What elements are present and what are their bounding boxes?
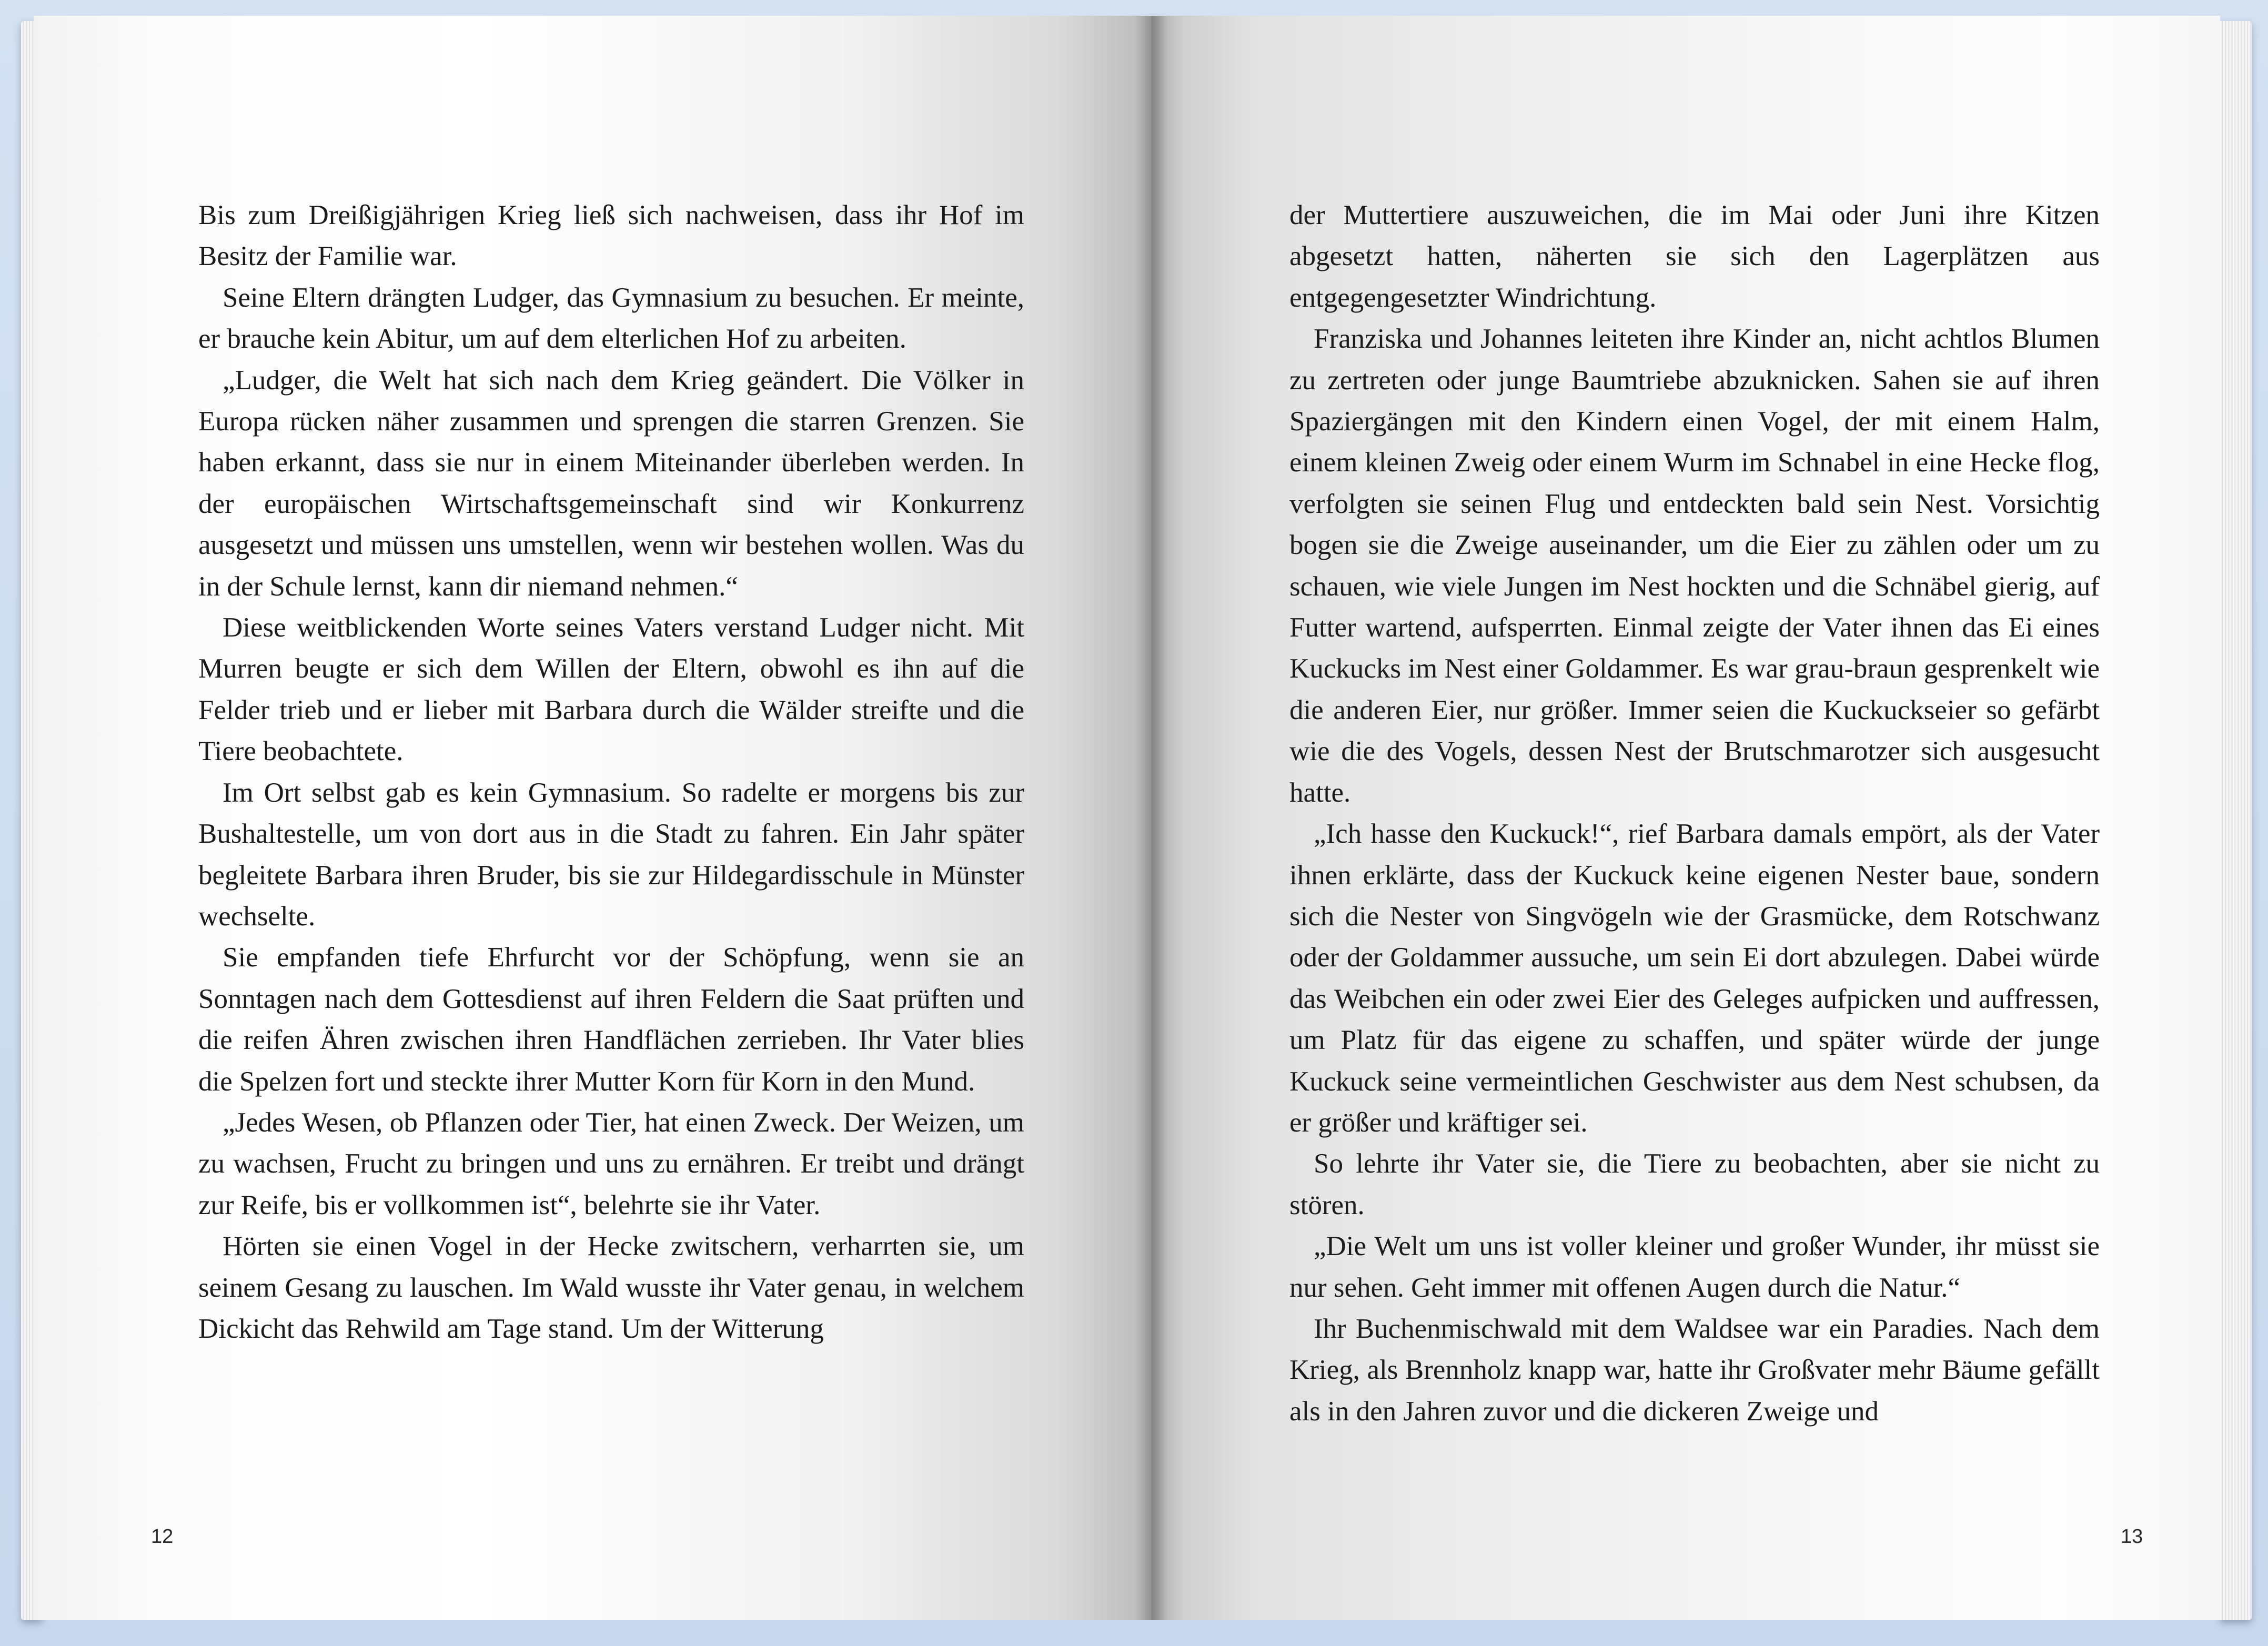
left-page-text [198,195,1024,1349]
paragraph: „Die Welt um uns ist voller kleiner und großer Wunder, ihr müsst sie nur sehen. Geht immer mit offenen Augen durch die Natur.“ [1289,1231,2100,1303]
paragraph: So lehrte ihr Vater sie, die Tiere zu beobachten, aber sie nicht zu stören. [1289,1148,2100,1220]
paragraph: Bis zum Dreißigjährigen Krieg ließ sich nachweisen, dass ihr Hof im Besitz der Familie war. [198,200,1024,272]
paragraph: „Ludger, die Welt hat sich nach dem Krieg geändert. Die Völker in Europa rücken näher zusammen und sprengen die starren Grenzen. Sie haben erkannt, dass sie nur in einem Miteinander überleben werden. In der europäischen Wirtschaftsgemeinschaft sind wir Konkurrenz ausgesetzt und müssen uns umstellen, wenn wir bestehen wollen. Was du in der Schule lernst, kann dir niemand nehmen.“ [198,365,1024,602]
paragraph: Im Ort selbst gab es kein Gymnasium. So radelte er morgens bis zur Bushaltestelle, um von dort aus in die Stadt zu fahren. Ein Jahr später begleitete Barbara ihren Bruder, bis sie zur Hildegardisschule in Münster wechselte. [198,777,1024,932]
right-page-edges [2220,21,2252,1620]
right-page-text [1289,195,2100,1432]
book-spine-shadow [1135,16,1167,1620]
open-book [21,16,2252,1625]
right-page [1151,16,2220,1620]
paragraph: der Muttertiere auszuweichen, die im Mai oder Juni ihre Kitzen abgesetzt hatten, näherten sie sich den Lagerplätzen aus entgegengesetzter Windrichtung. [1289,200,2100,313]
left-page [34,16,1151,1620]
paragraph: Hörten sie einen Vogel in der Hecke zwitschern, verharrten sie, um seinem Gesang zu lauschen. Im Wald wusste ihr Vater genau, in welchem Dickicht das Rehwild am Tage stand. Um der Witterung [198,1231,1024,1344]
paragraph: Sie empfanden tiefe Ehrfurcht vor der Schöpfung, wenn sie an Sonntagen nach dem Gottesdienst auf ihren Feldern die Saat prüften und die reifen Ähren zwischen ihren Handflächen zerrieben. Ihr Vater blies die Spelzen fort und steckte ihrer Mutter Korn für Korn in den Mund. [198,942,1024,1097]
page-number-right: 13 [2121,1526,2143,1548]
paragraph: Franziska und Johannes leiteten ihre Kinder an, nicht achtlos Blumen zu zertreten oder junge Baumtriebe abzuknicken. Sahen sie auf ihren Spaziergängen mit den Kindern einen Vogel, der mit einem Halm, einem kleinen Zweig oder einem Wurm im Schnabel in eine Hecke flog, verfolgten sie seinen Flug und entdeckten bald sein Nest. Vorsichtig bogen sie die Zweige auseinander, um die Eier zu zählen oder um zu schauen, wie viele Jungen im Nest hockten und die Schnäbel gierig, auf Futter wartend, aufsperrten. Einmal zeigte der Vater ihnen das Ei eines Kuckucks im Nest einer Goldammer. Es war grau-braun gesprenkelt wie die anderen Eier, nur größer. Immer seien die Kuckuckseier so gefärbt wie die des Vogels, dessen Nest der Brutschmarotzer sich ausgesucht hatte. [1289,324,2100,808]
paragraph: „Jedes Wesen, ob Pflanzen oder Tier, hat einen Zweck. Der Weizen, um zu wachsen, Frucht zu bringen und uns zu ernähren. Er treibt und drängt zur Reife, bis er vollkommen ist“, belehrte sie ihr Vater. [198,1107,1024,1220]
paragraph: „Ich hasse den Kuckuck!“, rief Barbara damals empört, als der Vater ihnen erklärte, dass der Kuckuck keine eigenen Nester baue, sondern sich die Nester von Singvögeln wie der Grasmücke, dem Rotschwanz oder der Goldammer aussuche, um sein Ei dort abzulegen. Dabei würde das Weibchen ein oder zwei Eier des Geleges aufpicken und auffressen, um Platz für das eigene zu schaffen, und später würde der junge Kuckuck seine vermeintlichen Geschwister aus dem Nest schubsen, da er größer und kräftiger sei. [1289,819,2100,1138]
page-number-left: 12 [151,1526,174,1548]
paragraph: Diese weitblickenden Worte seines Vaters verstand Ludger nicht. Mit Murren beugte er sich dem Willen der Eltern, obwohl es ihn auf die Felder trieb und er lieber mit Barbara durch die Wälder streifte und die Tiere beobachtete. [198,612,1024,767]
paragraph: Seine Eltern drängten Ludger, das Gymnasium zu besuchen. Er meinte, er brauche kein Abitur, um auf dem elterlichen Hof zu arbeiten. [198,282,1024,355]
paragraph: Ihr Buchenmischwald mit dem Waldsee war ein Paradies. Nach dem Krieg, als Brennholz knapp war, hatte ihr Großvater mehr Bäume gefällt als in den Jahren zuvor und die dickeren Zweige und [1289,1313,2100,1427]
